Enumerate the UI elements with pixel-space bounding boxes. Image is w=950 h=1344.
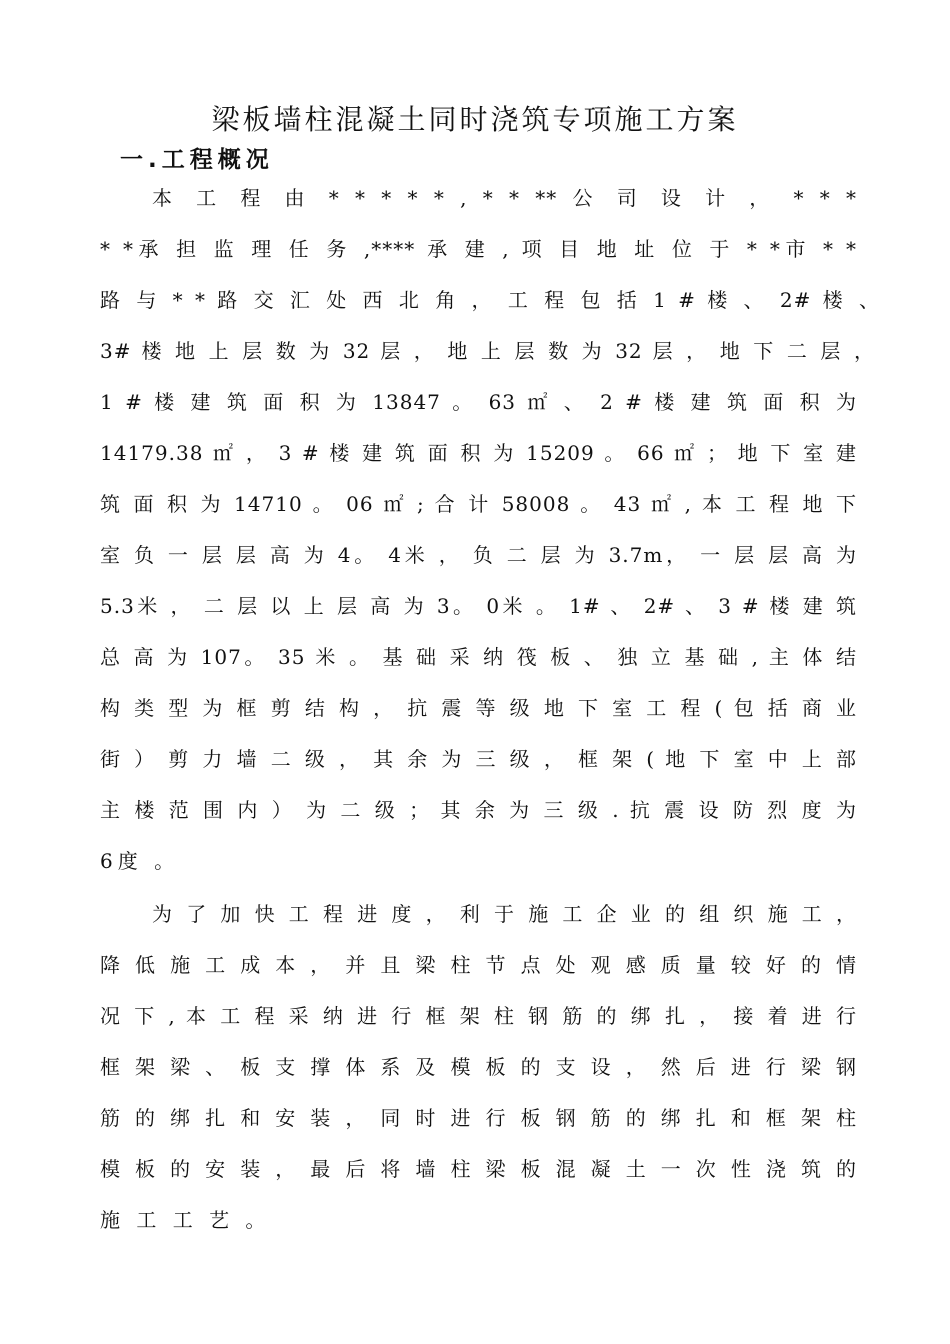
- text-line: 模 板 的 安 装 ， 最 后 将 墙 柱 梁 板 混 凝 土 一 次 性 浇 筑 的: [100, 1157, 857, 1181]
- text-line: 筋 的 绑 扎 和 安 装 ， 同 时 进 行 板 钢 筋 的 绑 扎 和 框 架 柱: [100, 1106, 857, 1130]
- text-line: 框 架 梁 、 板 支 撑 体 系 及 模 板 的 支 设 ， 然 后 进 行 梁 钢: [100, 1055, 857, 1079]
- text-line: 3# 楼 地 上 层 数 为 32 层 ， 地 上 层 数 为 32 层 ， 地 下 二 层 ，: [100, 339, 875, 363]
- text-line: 室 负 一 层 层 高 为 4。 4米 ， 负 二 层 为 3.7m， 一 层 层 高 为: [100, 543, 857, 567]
- document-title: 梁板墙柱混凝土同时浇筑专项施工方案: [211, 103, 739, 136]
- section-heading: 一.工程概况: [120, 147, 274, 173]
- text-line: 主 楼 范 围 内 ） 为 二 级 ； 其 余 为 三 级 . 抗 震 设 防 烈 度 为: [100, 798, 857, 822]
- text-line: 6度 。: [100, 849, 180, 873]
- text-line: 筑 面 积 为 14710 。 06 ㎡ ; 合 计 58008 。 43 ㎡ , 本 工 程 地 下: [100, 492, 857, 516]
- text-line: 街 ） 剪 力 墙 二 级 ， 其 余 为 三 级 ， 框 架 ( 地 下 室 中 上 部: [100, 747, 857, 771]
- text-line: 5.3米 ， 二 层 以 上 层 高 为 3。 0米 。 1# 、 2# 、 3 # 楼 建 筑: [100, 594, 857, 618]
- text-line: 降 低 施 工 成 本 ， 并 且 梁 柱 节 点 处 观 感 质 量 较 好 的 情: [100, 953, 857, 977]
- text-line: 1 # 楼 建 筑 面 积 为 13847 。 63 ㎡ 、 2 # 楼 建 筑 面 积 为: [100, 390, 857, 414]
- text-line: * *承 担 监 理 任 务 ,**** 承 建 , 项 目 地 址 位 于 * *市 * *: [100, 237, 857, 261]
- text-line: 构 类 型 为 框 剪 结 构 ， 抗 震 等 级 地 下 室 工 程 ( 包 括 商 业: [100, 696, 857, 720]
- text-line: 总 高 为 107。 35 米 。 基 础 采 纳 筏 板 、 独 立 基 础 , 主 体 结: [100, 645, 857, 669]
- text-line: 本 工 程 由 * * * * * , * * ** 公 司 设 计 ， * * *: [152, 186, 857, 210]
- text-line: 况 下 , 本 工 程 采 纳 进 行 框 架 柱 钢 筋 的 绑 扎 ， 接 着 进 行: [100, 1004, 857, 1028]
- text-line: 14179.38 ㎡ ， 3 # 楼 建 筑 面 积 为 15209 。 66 ㎡ ； 地 下 室 建: [100, 441, 857, 465]
- text-line: 为 了 加 快 工 程 进 度 ， 利 于 施 工 企 业 的 组 织 施 工 ，: [152, 902, 857, 926]
- text-line: 路 与 * * 路 交 汇 处 西 北 角 ， 工 程 包 括 1 # 楼 、 2# 楼 、: [100, 288, 880, 312]
- text-line: 施 工 工 艺 。: [100, 1208, 271, 1232]
